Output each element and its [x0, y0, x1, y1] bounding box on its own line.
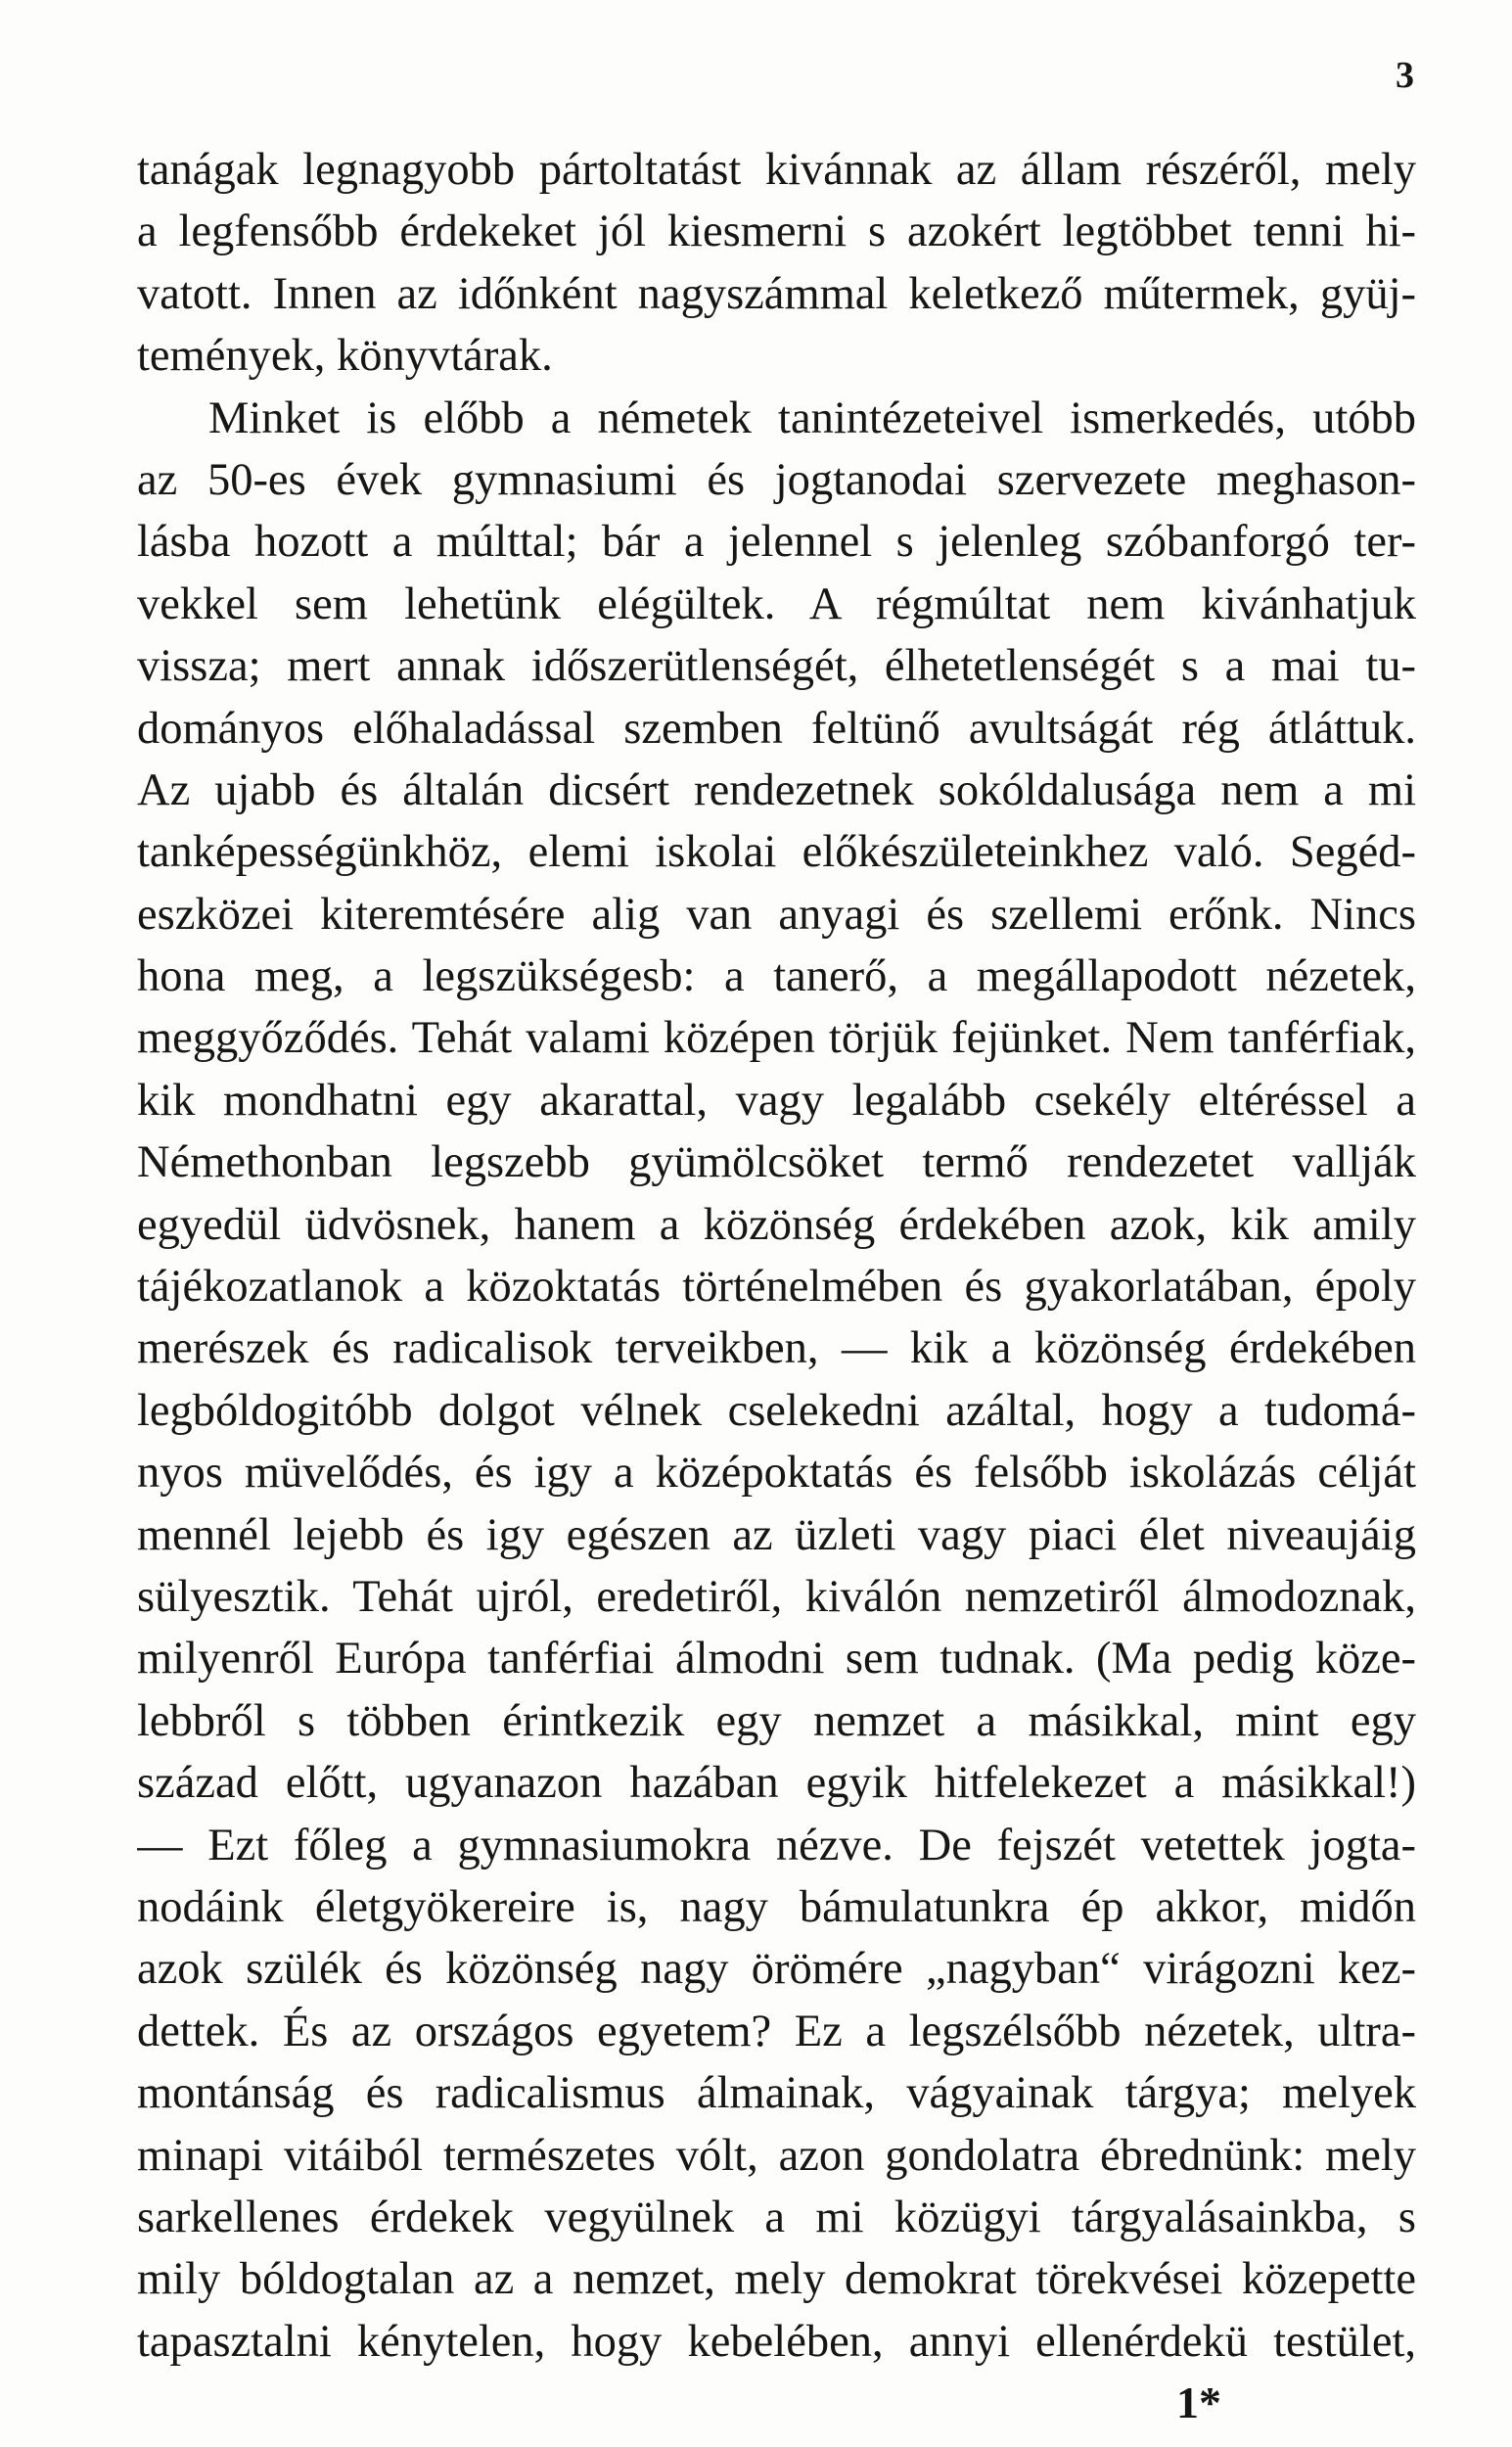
text-line: eszközei kiteremtésére alig van anyagi és szellemi erőnk. Nincs [137, 889, 1416, 940]
text-line: Némethonban legszebb gyümölcsöket termő rendezetet vallják [137, 1137, 1416, 1188]
text-line: dettek. És az országos egyetem? Ez a legszélsőbb nézetek, ultra- [137, 2006, 1416, 2056]
text-line: Minket is előbb a németek tanintézeteivel ismerkedés, utóbb [208, 392, 1416, 443]
text-line: sarkellenes érdekek vegyülnek a mi közügyi tárgyalásainkba, s [137, 2192, 1416, 2242]
text-line: legbóldogitóbb dolgot vélnek cselekedni azáltal, hogy a tudomá- [137, 1385, 1416, 1436]
text-line: nodáink életgyökereire is, nagy bámulatunkra ép akkor, midőn [137, 1881, 1416, 1932]
signature-mark: 1* [1176, 2378, 1221, 2427]
text-line: temények, könyvtárak. [137, 331, 553, 382]
text-line: vatott. Innen az időnként nagyszámmal keletkező műtermek, gyüj- [137, 268, 1416, 319]
text-line: mily bóldogtalan az a nemzet, mely demokrat törekvései közepette [137, 2254, 1416, 2305]
text-line: dományos előhaladással szemben feltünő avultságát rég átláttuk. [137, 703, 1416, 754]
text-line: század előtt, ugyanazon hazában egyik hitfelekezet a másikkal!) [137, 1758, 1416, 1809]
text-line: minapi vitáiból természetes vólt, azon gondolatra ébrednünk: mely [137, 2130, 1416, 2181]
text-line: vekkel sem lehetünk elégültek. A régmúltat nem kivánhatjuk [137, 578, 1416, 629]
text-line: a legfensőbb érdekeket jól kiesmerni s azokért legtöbbet tenni hi- [137, 207, 1416, 257]
text-line: lebbről s többen érintkezik egy nemzet a másikkal, mint egy [137, 1695, 1416, 1746]
text-line: kik mondhatni egy akarattal, vagy legalább csekély eltéréssel a [137, 1075, 1416, 1126]
text-line: Az ujabb és általán dicsért rendezetnek sokóldalusága nem a mi [137, 764, 1416, 815]
text-line: montánság és radicalismus álmainak, vágyainak tárgya; melyek [137, 2068, 1416, 2119]
text-line: tájékozatlanok a közoktatás történelmében és gyakorlatában, époly [137, 1262, 1416, 1313]
text-line: mennél lejebb és igy egészen az üzleti vagy piaci élet niveaujáig [137, 1509, 1416, 1560]
text-line: egyedül üdvösnek, hanem a közönség érdekében azok, kik amily [137, 1199, 1416, 1250]
text-line: merészek és radicalisok terveikben, — kik a közönség érdekében [137, 1323, 1416, 1374]
text-line: sülyesztik. Tehát ujról, eredetiről, kiválón nemzetiről álmodoznak, [137, 1571, 1416, 1622]
text-line: tanágak legnagyobb pártoltatást kivánnak az állam részéről, mely [137, 145, 1416, 195]
text-line: tanképességünkhöz, elemi iskolai előkészületeinkhez való. Segéd- [137, 827, 1416, 878]
text-line: lásba hozott a múlttal; bár a jelennel s jelenleg szóbanforgó ter- [137, 517, 1416, 568]
text-line: nyos müvelődés, és igy a középoktatás és felsőbb iskolázás célját [137, 1448, 1416, 1499]
text-line: vissza; mert annak időszerütlenségét, élhetetlenségét s a mai tu- [137, 641, 1416, 692]
text-line: milyenről Európa tanférfiai álmodni sem tudnak. (Ma pedig köze- [137, 1634, 1416, 1685]
text-line: hona meg, a legszükségesb: a tanerő, a megállapodott nézetek, [137, 951, 1416, 1002]
page-number: 3 [1396, 55, 1414, 96]
text-line: azok szülék és közönség nagy örömére „nagyban“ virágozni kez- [137, 1944, 1416, 1995]
body-text [137, 139, 1416, 2373]
text-line: meggyőződés. Tehát valami középen törjük fejünket. Nem tanférfiak, [137, 1013, 1416, 1064]
text-line: — Ezt főleg a gymnasiumokra nézve. De fejszét vetettek jogta- [137, 1820, 1416, 1870]
text-line: tapasztalni kénytelen, hogy kebelében, annyi ellenérdekü testület, [137, 2316, 1416, 2367]
text-line: az 50-es évek gymnasiumi és jogtanodai szervezete meghason- [137, 454, 1416, 505]
